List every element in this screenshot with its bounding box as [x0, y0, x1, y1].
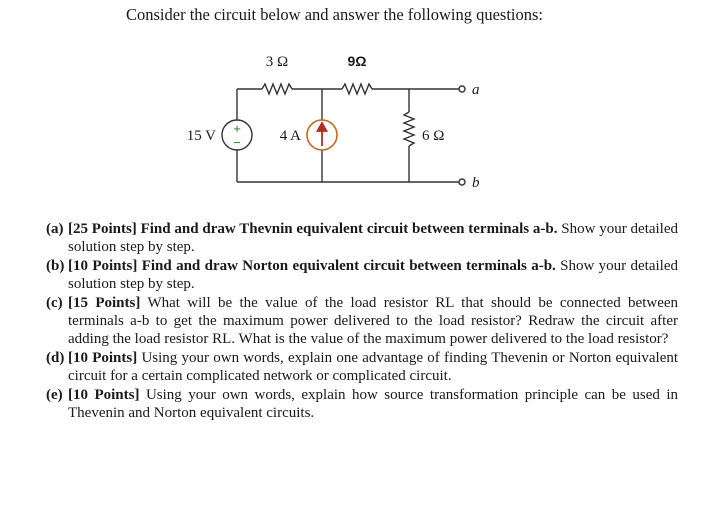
current-source-label: 4 A: [279, 128, 301, 144]
resistor-9-ohm-label: 9Ω: [347, 53, 367, 69]
circuit-diagram: [0, 0, 706, 200]
question-letter: (c): [46, 295, 63, 311]
question-bold-text: Find and draw Thevnin equivalent circuit between terminals a-b.: [140, 221, 558, 237]
question-points: [25 Points]: [68, 221, 137, 237]
question-e: [46, 386, 678, 422]
question-c: [46, 294, 678, 348]
question-d: [46, 349, 678, 385]
resistor-6-ohm-symbol: [404, 112, 414, 146]
question-text: Show your detailed solution step by step.: [68, 221, 679, 255]
terminal-a-label: a: [472, 82, 480, 98]
question-letter: (a): [46, 221, 64, 237]
question-a: [46, 220, 678, 256]
resistor-9-ohm-symbol: [342, 84, 372, 94]
question-text: Using your own words, explain one advantage of finding Thevenin or Norton equivalent circuit for a certain complicated network or complicated circuit.: [68, 350, 679, 384]
source-plus-sign: +: [233, 121, 241, 136]
question-b: [46, 257, 678, 293]
resistor-3-ohm-symbol: [262, 84, 292, 94]
terminal-b-label: b: [472, 175, 480, 191]
terminal-a-node: [459, 86, 465, 92]
question-text: Using your own words, explain how source transformation principle can be used in Thevenin and Norton equivalent circuits.: [68, 387, 679, 421]
question-points: [15 Points]: [68, 295, 141, 311]
question-text: What will be the value of the load resistor RL that should be connected between terminals a-b to get the maximum power delivered to the load resistor? Redraw the circuit after adding the load resistor RL. What is the value of the maximum power delivered to the load resistor?: [68, 295, 679, 347]
question-bold-text: Find and draw Norton equivalent circuit between terminals a-b.: [141, 258, 556, 274]
question-points: [10 Points]: [68, 350, 138, 366]
question-letter: (e): [46, 387, 63, 403]
intro-text: Consider the circuit below and answer the following questions:: [126, 5, 543, 24]
current-arrow-icon: [318, 123, 327, 146]
resistor-3-ohm-label: 3 Ω: [265, 54, 289, 70]
question-letter: (d): [46, 350, 65, 366]
question-points: [10 Points]: [68, 258, 138, 274]
resistor-6-ohm-label: 6 Ω: [422, 128, 445, 144]
question-points: [10 Points]: [68, 387, 140, 403]
source-minus-sign: −: [233, 135, 241, 150]
voltage-source-label: 15 V: [186, 128, 216, 144]
question-text: Show your detailed solution step by step.: [68, 258, 678, 292]
terminal-b-node: [459, 179, 465, 185]
question-list: [46, 220, 678, 423]
question-letter: (b): [46, 258, 65, 274]
